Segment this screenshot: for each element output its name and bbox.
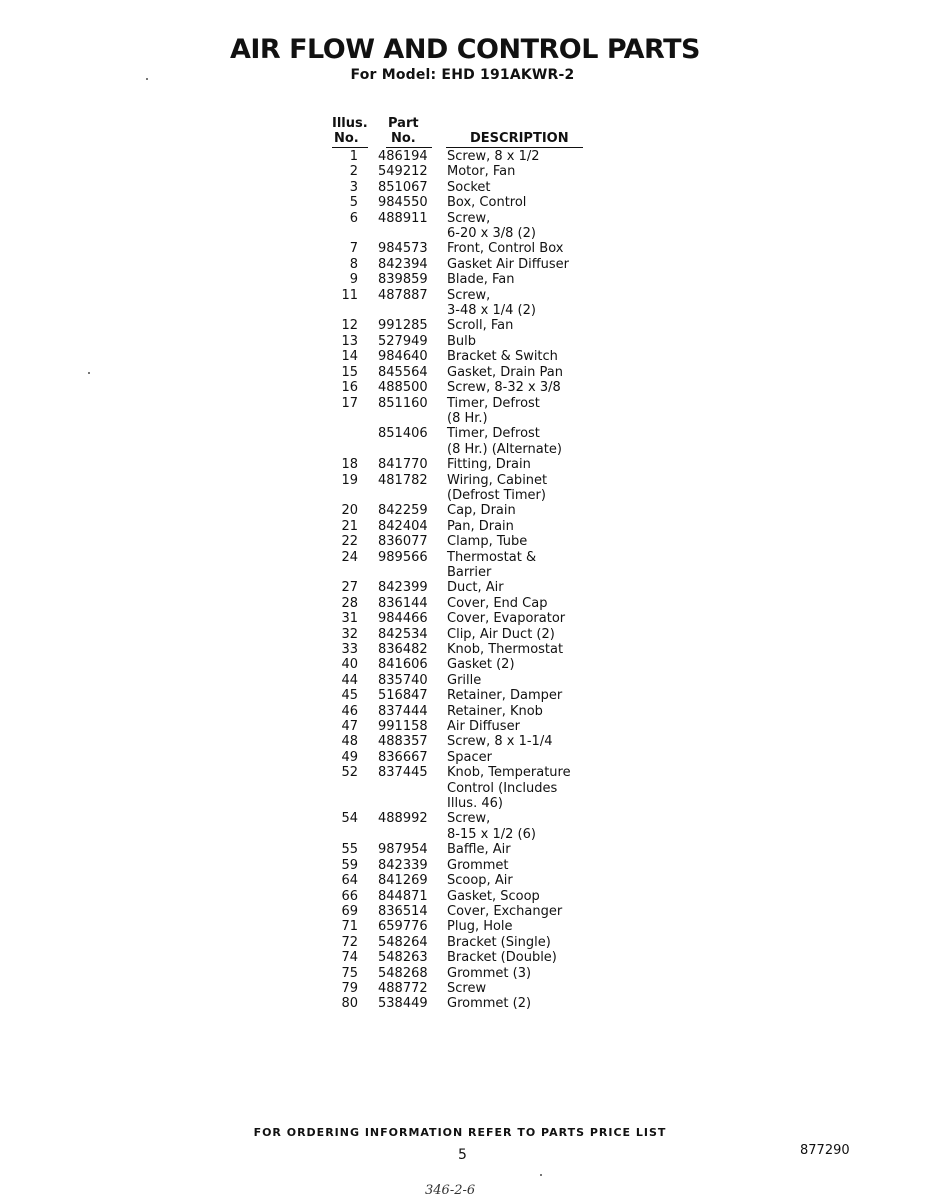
table-row: [330, 688, 590, 703]
part-description: Scoop, Air: [447, 873, 513, 889]
part-number: 842339: [378, 857, 428, 873]
part-description: Gasket (2): [447, 657, 515, 673]
illus-number: 7: [349, 241, 358, 257]
part-description: Grommet: [447, 857, 509, 873]
illus-number: 72: [341, 934, 358, 950]
part-number: 984466: [378, 611, 428, 627]
illus-number: 14: [341, 349, 358, 365]
table-row: [330, 534, 590, 549]
scan-speck: [88, 372, 90, 374]
table-row: [330, 195, 590, 210]
table-row: [330, 380, 590, 395]
table-row: [330, 765, 590, 811]
illus-number: 55: [341, 842, 358, 858]
parts-list: [330, 149, 590, 1012]
illus-number: 6: [349, 210, 358, 226]
part-number: 836514: [378, 903, 428, 919]
header-underline: [332, 147, 368, 148]
table-row: [330, 627, 590, 642]
part-description: Plug, Hole: [447, 919, 513, 935]
illus-header-line2: No.: [334, 131, 359, 146]
table-header: [330, 116, 590, 149]
illus-number: 32: [341, 626, 358, 642]
illus-number: 15: [341, 364, 358, 380]
illus-number: 64: [341, 873, 358, 889]
part-number: 984550: [378, 195, 428, 211]
model-subtitle: For Model: EHD 191AKWR-2: [350, 67, 575, 83]
part-description: Cover, Evaporator: [447, 611, 566, 627]
part-description: Retainer, Knob: [447, 703, 543, 719]
description-header: DESCRIPTION: [470, 131, 569, 146]
table-row: [330, 211, 590, 242]
part-description: Knob, Temperature Control (Includes Illus. 46): [447, 765, 571, 812]
part-description: Cap, Drain: [447, 503, 516, 519]
part-number: 488992: [378, 811, 428, 827]
illus-header-line1: Illus.: [332, 116, 368, 131]
part-number: 851160: [378, 395, 428, 411]
ordering-note: FOR ORDERING INFORMATION REFER TO PARTS PRICE LIST: [253, 1126, 667, 1139]
part-description: Pan, Drain: [447, 518, 514, 534]
part-number: 842534: [378, 626, 428, 642]
table-row: [330, 935, 590, 950]
part-description: Clamp, Tube: [447, 534, 528, 550]
illus-number: 74: [341, 950, 358, 966]
document-number: 877290: [800, 1143, 850, 1158]
part-number: 851406: [378, 426, 428, 442]
part-number: 984640: [378, 349, 428, 365]
table-row: [330, 503, 590, 518]
illus-number: 20: [341, 503, 358, 519]
part-number: 841269: [378, 873, 428, 889]
part-description: Blade, Fan: [447, 272, 515, 288]
illus-number: 12: [341, 318, 358, 334]
table-row: [330, 966, 590, 981]
table-row: [330, 241, 590, 256]
header-underline: [386, 147, 432, 148]
table-row: [330, 811, 590, 842]
part-number: 837445: [378, 765, 428, 781]
illus-number: 31: [341, 611, 358, 627]
parts-table: [330, 116, 590, 1012]
part-description: Duct, Air: [447, 580, 504, 596]
part-number: 842399: [378, 580, 428, 596]
part-number: 488911: [378, 210, 428, 226]
part-description: Knob, Thermostat: [447, 642, 564, 657]
part-number: 549212: [378, 164, 428, 180]
page-title: AIR FLOW AND CONTROL PARTS: [229, 34, 701, 65]
table-row: [330, 904, 590, 919]
part-description: Gasket, Drain Pan: [447, 364, 564, 380]
part-number: 984573: [378, 241, 428, 257]
part-description: Bracket (Double): [447, 950, 557, 966]
illus-number: 16: [341, 380, 358, 396]
part-description: Timer, Defrost (8 Hr.): [447, 395, 540, 426]
part-number: 836667: [378, 749, 428, 765]
illus-number: 17: [341, 395, 358, 411]
part-number: 989566: [378, 549, 428, 565]
handwritten-code: 346-2-6: [425, 1183, 476, 1198]
part-description: Scroll, Fan: [447, 318, 514, 334]
part-number: 987954: [378, 842, 428, 858]
table-row: [330, 519, 590, 534]
illus-number: 71: [341, 919, 358, 935]
part-description: Retainer, Damper: [447, 688, 563, 704]
illus-number: 66: [341, 888, 358, 904]
table-row: [330, 149, 590, 164]
part-number: 842394: [378, 256, 428, 272]
part-description: Bracket & Switch: [447, 349, 558, 365]
illus-number: 48: [341, 734, 358, 750]
table-row: [330, 719, 590, 734]
part-description: Motor, Fan: [447, 164, 516, 180]
page-number: 5: [458, 1147, 467, 1163]
illus-number: 3: [349, 179, 358, 195]
table-row: [330, 318, 590, 333]
illus-number: 9: [349, 272, 358, 288]
table-row: [330, 673, 590, 688]
illus-number: 49: [341, 749, 358, 765]
part-header-line2: No.: [391, 131, 416, 146]
table-row: [330, 288, 590, 319]
table-row: [330, 164, 590, 179]
table-row: [330, 550, 590, 581]
illus-number: 46: [341, 703, 358, 719]
table-row: [330, 334, 590, 349]
part-number: 842404: [378, 518, 428, 534]
part-number: 851067: [378, 179, 428, 195]
illus-number: 5: [349, 195, 358, 211]
table-row: [330, 889, 590, 904]
part-number: 835740: [378, 672, 428, 688]
illus-number: 18: [341, 457, 358, 473]
part-number: 839859: [378, 272, 428, 288]
part-description: Timer, Defrost (8 Hr.) (Alternate): [447, 426, 562, 457]
illus-number: 8: [349, 256, 358, 272]
part-number: 538449: [378, 996, 428, 1012]
part-number: 836144: [378, 595, 428, 611]
part-number: 548268: [378, 965, 428, 981]
part-description: Screw, 3-48 x 1/4 (2): [447, 287, 536, 319]
table-row: [330, 257, 590, 272]
part-description: Fitting, Drain: [447, 457, 531, 473]
illus-number: 44: [341, 672, 358, 688]
table-row: [330, 457, 590, 472]
illus-number: 28: [341, 595, 358, 611]
part-description: Box, Control: [447, 195, 527, 211]
part-number: 487887: [378, 287, 428, 303]
table-row: [330, 272, 590, 287]
part-description: Wiring, Cabinet (Defrost Timer): [447, 472, 548, 503]
table-row: [330, 611, 590, 626]
table-row: [330, 349, 590, 364]
part-number: 516847: [378, 688, 428, 704]
part-description: Air Diffuser: [447, 719, 520, 735]
illus-number: 69: [341, 903, 358, 919]
part-number: 486194: [378, 149, 428, 164]
illus-number: 19: [341, 472, 358, 488]
illus-number: 79: [341, 980, 358, 996]
table-row: [330, 657, 590, 672]
table-row: [330, 858, 590, 873]
part-description: Grommet (3): [447, 965, 532, 981]
part-number: 659776: [378, 919, 428, 935]
part-number: 991285: [378, 318, 428, 334]
header-underline: [446, 147, 583, 148]
part-description: Screw: [447, 980, 487, 996]
scan-speck: [146, 78, 148, 80]
part-header-line1: Part: [388, 116, 419, 131]
part-number: 481782: [378, 472, 428, 488]
table-row: [330, 950, 590, 965]
illus-number: 47: [341, 719, 358, 735]
illus-number: 33: [341, 642, 358, 657]
part-description: Front, Control Box: [447, 241, 564, 257]
part-description: Screw, 8-32 x 3/8: [447, 380, 561, 396]
part-description: Screw, 8-15 x 1/2 (6): [447, 811, 536, 842]
part-description: Grommet (2): [447, 996, 532, 1012]
illus-number: 1: [349, 149, 358, 164]
part-number: 991158: [378, 719, 428, 735]
part-description: Screw, 6-20 x 3/8 (2): [447, 210, 536, 242]
part-number: 488357: [378, 734, 428, 750]
table-row: [330, 981, 590, 996]
table-row: [330, 580, 590, 595]
table-row: [330, 996, 590, 1011]
table-row: [330, 396, 590, 427]
illus-number: 54: [341, 811, 358, 827]
table-row: [330, 596, 590, 611]
part-number: 841606: [378, 657, 428, 673]
table-row: [330, 642, 590, 657]
illus-number: 40: [341, 657, 358, 673]
part-description: Bulb: [447, 333, 477, 349]
illus-number: 2: [349, 164, 358, 180]
part-description: Cover, End Cap: [447, 595, 548, 611]
illus-number: 80: [341, 996, 358, 1012]
table-row: [330, 842, 590, 857]
illus-number: 13: [341, 333, 358, 349]
illus-number: 59: [341, 857, 358, 873]
part-description: Spacer: [447, 749, 492, 765]
table-row: [330, 750, 590, 765]
part-description: Cover, Exchanger: [447, 903, 563, 919]
table-row: [330, 919, 590, 934]
part-number: 837444: [378, 703, 428, 719]
illus-number: 21: [341, 518, 358, 534]
table-row: [330, 873, 590, 888]
part-number: 836077: [378, 534, 428, 550]
part-description: Baffle, Air: [447, 842, 511, 858]
part-description: Grille: [447, 672, 482, 688]
table-row: [330, 734, 590, 749]
part-description: Screw, 8 x 1-1/4: [447, 734, 553, 750]
illus-number: 75: [341, 965, 358, 981]
part-description: Gasket, Scoop: [447, 888, 540, 904]
part-number: 527949: [378, 333, 428, 349]
table-row: [330, 426, 590, 457]
part-description: Bracket (Single): [447, 934, 551, 950]
illus-number: 11: [341, 287, 358, 303]
part-number: 488772: [378, 980, 428, 996]
illus-number: 27: [341, 580, 358, 596]
scan-speck: [540, 1174, 542, 1176]
part-number: 844871: [378, 888, 428, 904]
part-description: Gasket Air Diffuser: [447, 256, 570, 272]
part-description: Thermostat & Barrier: [447, 549, 537, 580]
part-description: Socket: [447, 179, 491, 195]
table-row: [330, 365, 590, 380]
part-number: 548263: [378, 950, 428, 966]
part-number: 488500: [378, 380, 428, 396]
illus-number: 52: [341, 765, 358, 781]
illus-number: 45: [341, 688, 358, 704]
table-row: [330, 180, 590, 195]
part-number: 845564: [378, 364, 428, 380]
part-description: Screw, 8 x 1/2: [447, 149, 540, 164]
part-number: 836482: [378, 642, 428, 657]
illus-number: 22: [341, 534, 358, 550]
table-row: [330, 473, 590, 504]
part-description: Clip, Air Duct (2): [447, 626, 555, 642]
illus-number: 24: [341, 549, 358, 565]
table-row: [330, 704, 590, 719]
part-number: 842259: [378, 503, 428, 519]
part-number: 841770: [378, 457, 428, 473]
part-number: 548264: [378, 934, 428, 950]
